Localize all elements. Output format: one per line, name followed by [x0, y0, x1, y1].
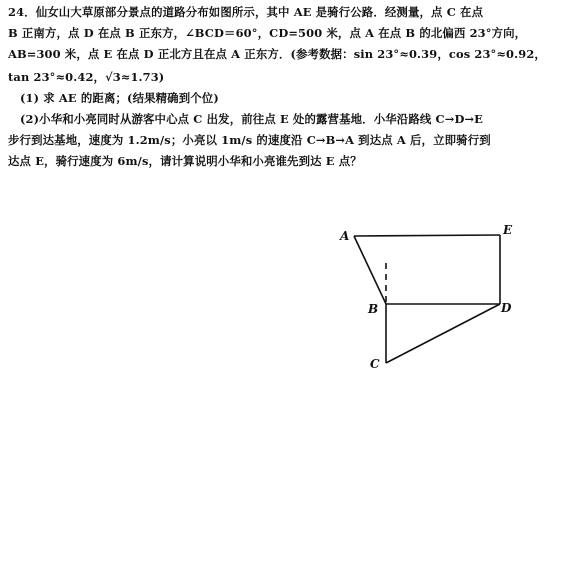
segment-cd — [386, 304, 500, 363]
problem-line-1: 24．仙女山大草原部分景点的道路分布如图所示，其中 AE 是骑行公路．经测量，点 C 在点 — [8, 5, 484, 19]
segment-ab — [354, 236, 386, 304]
problem-line-4: tan 23°≈0.42，√3≈1.73) — [8, 70, 165, 84]
geometry-figure — [330, 216, 530, 386]
point-label-d: D — [501, 301, 512, 315]
question-part-2-line-3: 达点 E，骑行速度为 6m/s，请计算说明小华和小亮谁先到达 E 点？ — [8, 154, 362, 168]
road-diagram — [330, 216, 530, 386]
problem-text — [8, 6, 580, 176]
point-label-a: A — [340, 229, 350, 243]
point-label-e: E — [503, 223, 513, 237]
question-part-1: (1) 求 AE 的距离；(结果精确到个位) — [20, 91, 219, 105]
point-label-b: B — [368, 302, 379, 316]
problem-line-2: B 正南方，点 D 在点 B 正东方，∠BCD＝60°，CD=500 米，点 A 在点 B 的北偏西 23°方向， — [8, 26, 527, 40]
point-label-c: C — [370, 357, 380, 371]
problem-line-3: AB=300 米，点 E 在点 D 正北方且在点 A 正东方．(参考数据：sin 23°≈0.39，cos 23°≈0.92， — [8, 47, 546, 61]
question-part-2-line-1: (2)小华和小亮同时从游客中心点 C 出发，前往点 E 处的露营基地．小华沿路线 C→D→E — [20, 112, 484, 126]
segment-ae — [354, 235, 500, 236]
question-part-2-line-2: 步行到达基地，速度为 1.2m/s；小亮以 1m/s 的速度沿 C→B→A 到达点 A 后，立即骑行到 — [8, 133, 491, 147]
